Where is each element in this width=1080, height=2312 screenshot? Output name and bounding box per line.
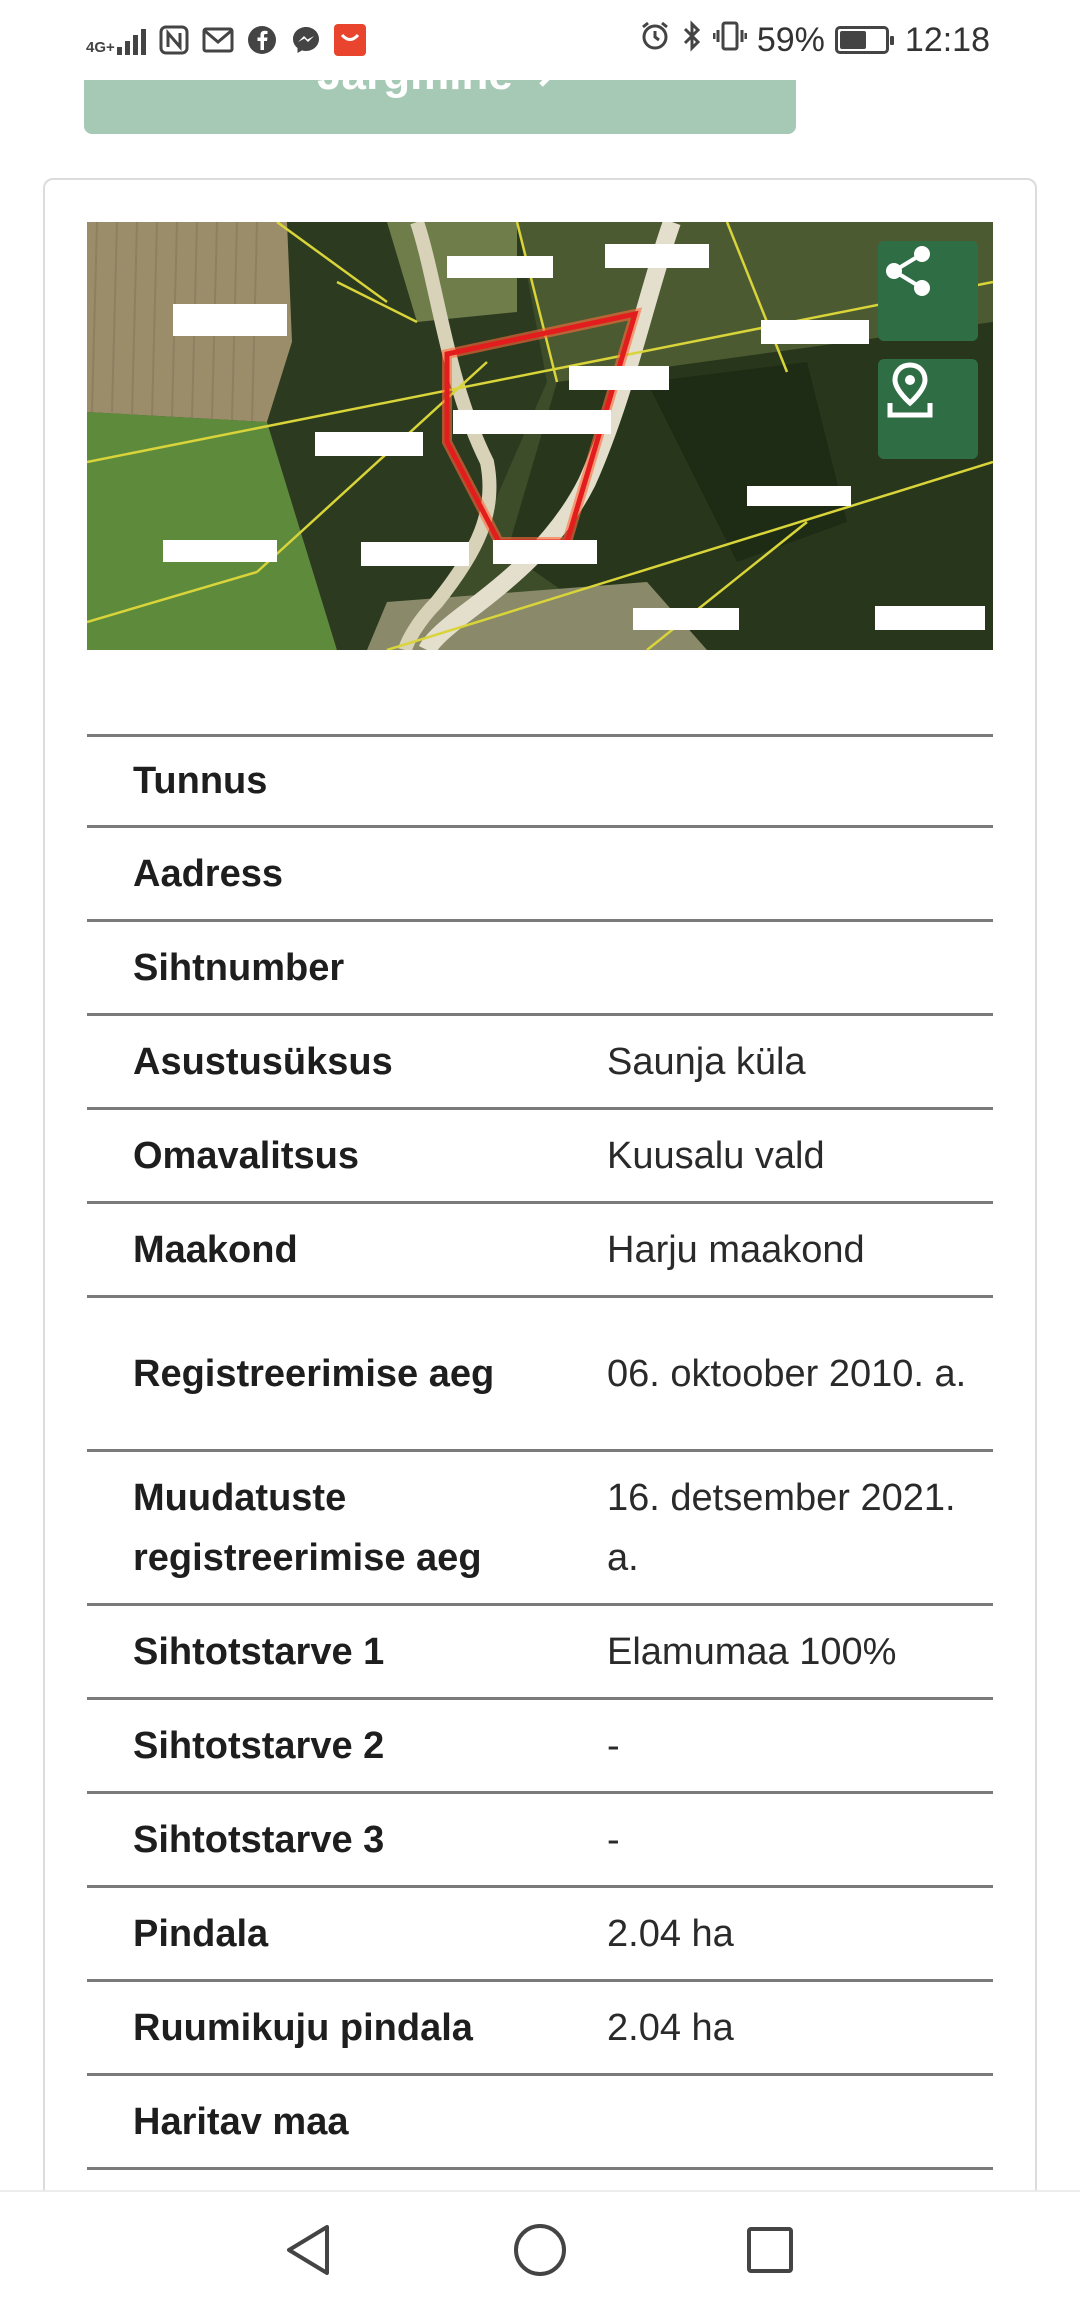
details-row: [87, 1110, 993, 1204]
details-row-label: Registreerimise aeg: [133, 1352, 495, 1395]
details-row: [87, 1016, 993, 1110]
network-type-label: 4G+: [86, 39, 115, 56]
details-row-label: Aadress: [133, 852, 283, 895]
details-row-value: Harju maakond: [607, 1228, 865, 1271]
details-row-label: Sihtotstarve 2: [133, 1724, 385, 1767]
details-row: [87, 1982, 993, 2076]
gmail-icon: [202, 24, 234, 56]
status-right: [639, 18, 990, 62]
property-details-table: [87, 734, 993, 2170]
details-row: [87, 828, 993, 922]
details-row: [87, 734, 993, 828]
details-row-value: -: [607, 1818, 620, 1861]
signal-bars-icon: [117, 25, 146, 55]
details-row-label: Haritav maa: [133, 2100, 349, 2143]
clock: 12:18: [904, 20, 990, 59]
details-row-value: Kuusalu vald: [607, 1134, 825, 1177]
share-button[interactable]: [878, 241, 978, 341]
signal-indicator: [86, 25, 146, 55]
details-row-value: Elamumaa 100%: [607, 1630, 897, 1673]
details-row-value: 2.04 ha: [607, 1912, 734, 1955]
property-map[interactable]: [87, 222, 993, 650]
messenger-icon: [290, 24, 322, 56]
home-circle-icon: [512, 2222, 568, 2283]
back-button[interactable]: [272, 2216, 344, 2288]
details-row-label: Asustusüksus: [133, 1040, 393, 1083]
details-row: [87, 2076, 993, 2170]
details-row-value: Saunja küla: [607, 1040, 806, 1083]
details-row: [87, 1888, 993, 1982]
details-row: [87, 1606, 993, 1700]
back-triangle-icon: [283, 2223, 333, 2282]
details-row: [87, 922, 993, 1016]
details-row-value: 2.04 ha: [607, 2006, 734, 2049]
details-row-value: 16. detsember 2021. a.: [607, 1476, 956, 1579]
details-row-label: Maakond: [133, 1228, 298, 1271]
details-row: [87, 1794, 993, 1888]
battery-icon: [835, 26, 889, 54]
details-row-label: Sihtotstarve 1: [133, 1630, 385, 1673]
battery-percent: 59%: [756, 20, 825, 59]
details-row-label: Omavalitsus: [133, 1134, 359, 1177]
details-row: [87, 1204, 993, 1298]
nfc-icon: [158, 24, 190, 56]
details-row-value: 06. oktoober 2010. a.: [607, 1352, 967, 1395]
alarm-icon: [639, 20, 671, 61]
recents-square-icon: [745, 2225, 795, 2280]
locate-on-map-button[interactable]: [878, 359, 978, 459]
bluetooth-icon: [681, 20, 703, 61]
details-row-value: -: [607, 1724, 620, 1767]
details-row-label: Ruumikuju pindala: [133, 2006, 473, 2049]
home-button[interactable]: [504, 2216, 576, 2288]
details-row-label: Pindala: [133, 1912, 269, 1955]
details-row-label: Tunnus: [133, 760, 268, 802]
status-bar: [0, 0, 1080, 80]
details-row: [87, 1452, 993, 1606]
system-nav-bar: [0, 2190, 1080, 2312]
details-row: [87, 1298, 993, 1452]
details-row: [87, 1700, 993, 1794]
map-imagery: [87, 222, 993, 650]
details-row-label: Sihtotstarve 3: [133, 1818, 385, 1861]
vibrate-icon: [713, 20, 747, 61]
facebook-icon: [246, 24, 278, 56]
status-left: [86, 20, 366, 60]
battery-fill: [840, 31, 866, 49]
shop-app-icon: [334, 24, 366, 56]
details-row-label: Muudatuste registreerimise aeg: [133, 1476, 482, 1579]
details-row-label: Sihtnumber: [133, 946, 345, 989]
recents-button[interactable]: [734, 2216, 806, 2288]
